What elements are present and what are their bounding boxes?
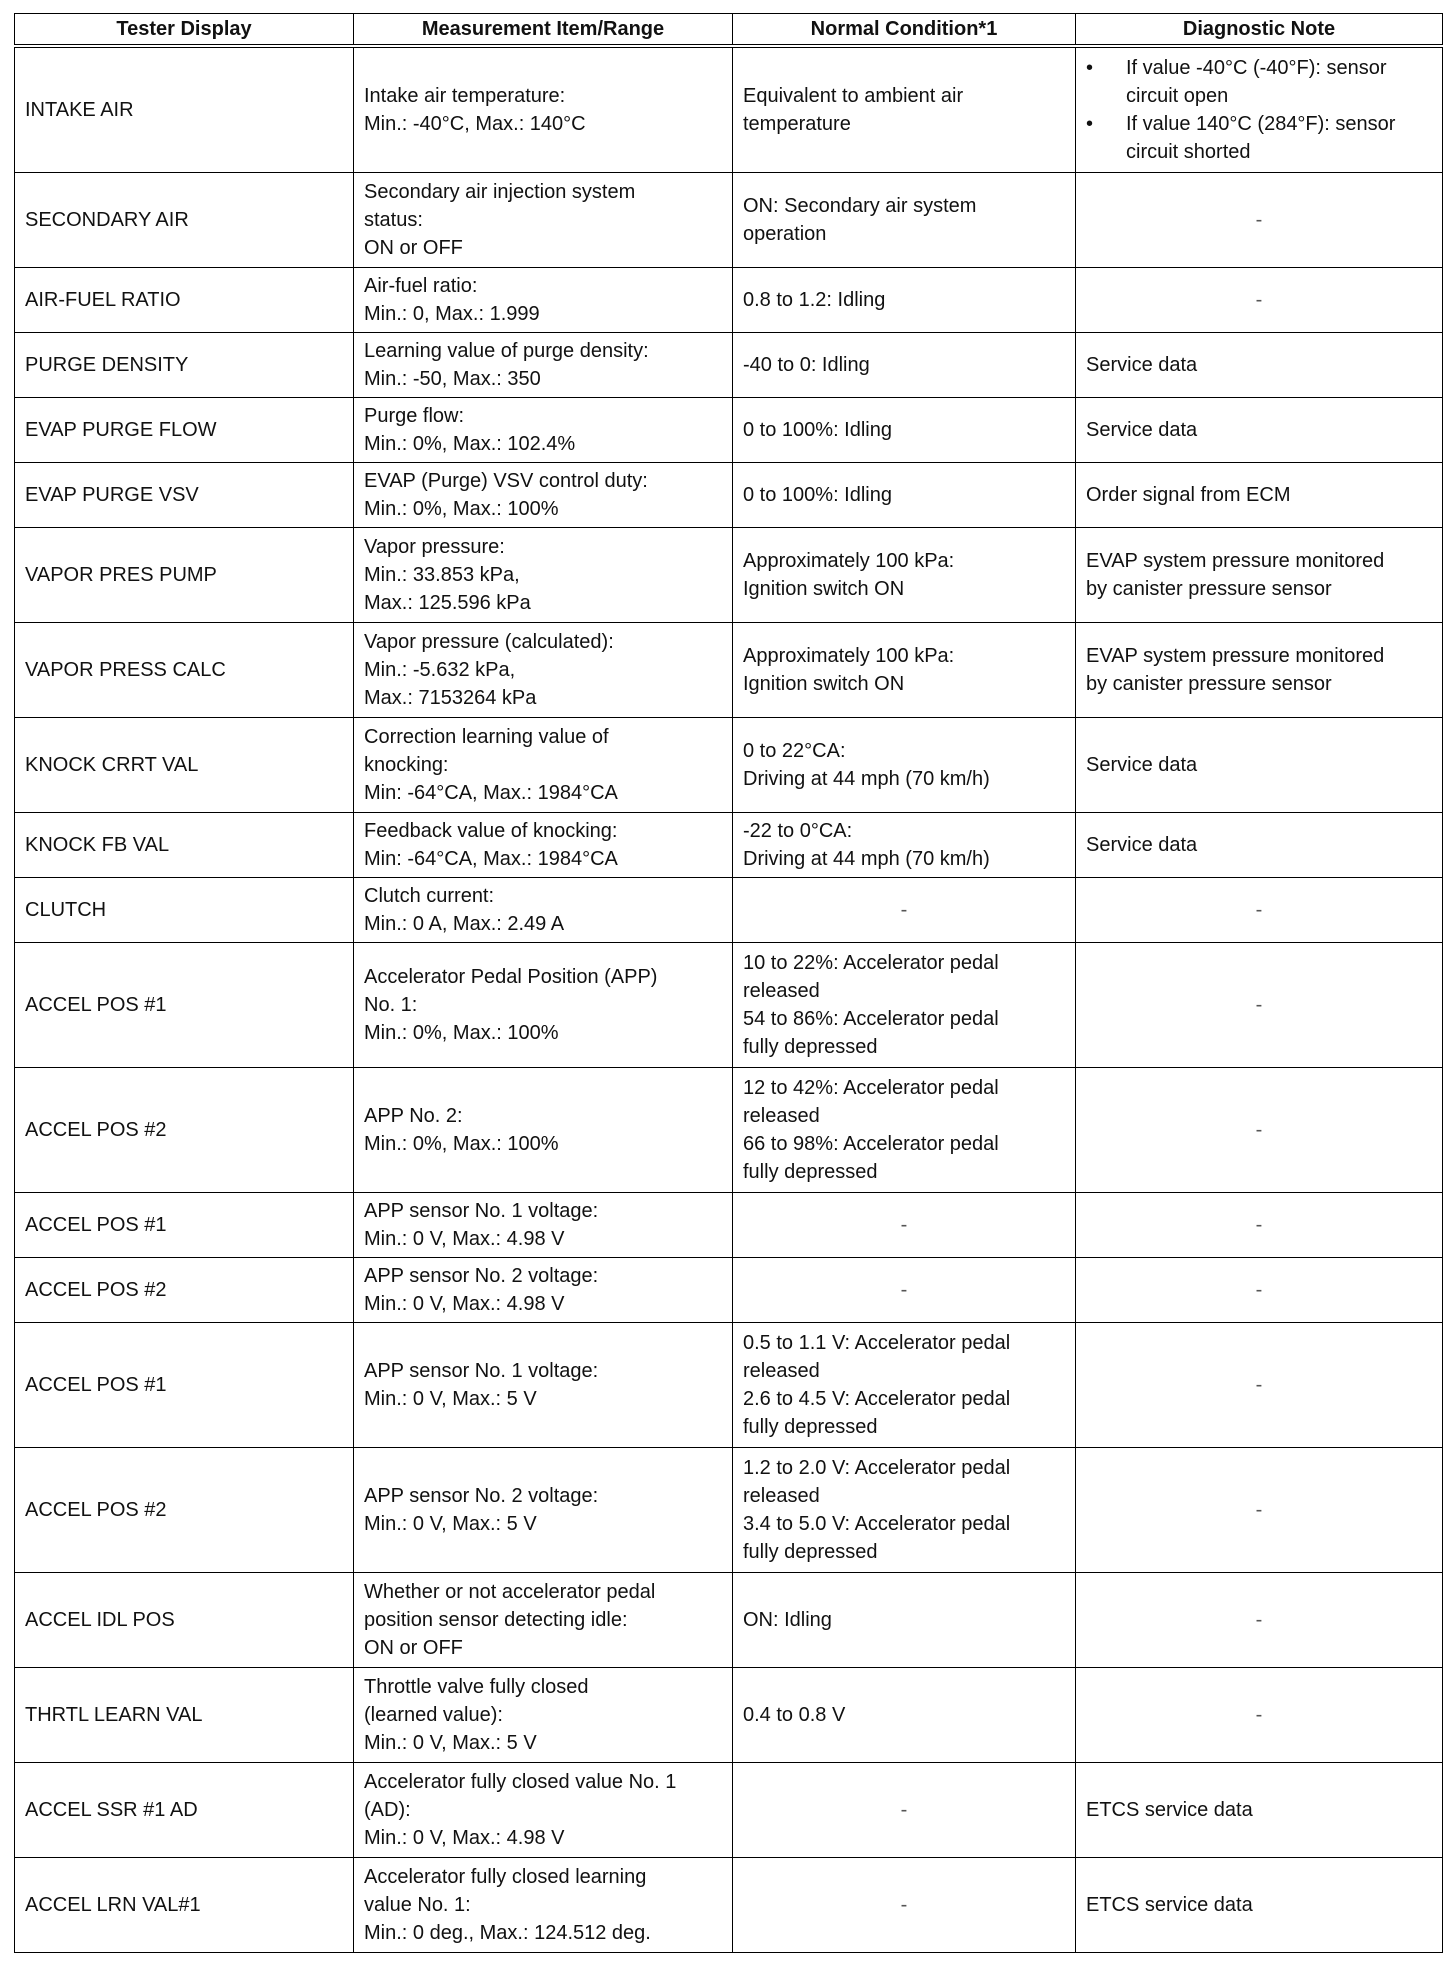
normal-condition-cell: - bbox=[733, 1193, 1076, 1258]
header-measurement-item-range: Measurement Item/Range bbox=[354, 14, 733, 47]
diagnostic-note-cell: - bbox=[1076, 1258, 1443, 1323]
measurement-cell: APP sensor No. 1 voltage: Min.: 0 V, Max.: 5 V bbox=[354, 1323, 733, 1448]
normal-condition-cell: Approximately 100 kPa: Ignition switch ON bbox=[733, 528, 1076, 623]
tester-display-cell: ACCEL POS #2 bbox=[15, 1448, 354, 1573]
normal-condition-cell: 12 to 42%: Accelerator pedal released 66 to 98%: Accelerator pedal fully depressed bbox=[733, 1068, 1076, 1193]
normal-condition-cell: 0.4 to 0.8 V bbox=[733, 1667, 1076, 1762]
diagnostic-note-cell: - bbox=[1076, 1448, 1443, 1573]
normal-condition-cell: Equivalent to ambient air temperature bbox=[733, 46, 1076, 172]
diagnostic-note-cell bbox=[1076, 46, 1443, 172]
diagnostic-note-cell: Order signal from ECM bbox=[1076, 463, 1443, 528]
header-normal-condition: Normal Condition*1 bbox=[733, 14, 1076, 47]
table-row bbox=[15, 528, 1443, 623]
diagnostic-note-item: • If value -40°C (-40°F): sensor circuit open bbox=[1086, 54, 1432, 110]
measurement-cell: Secondary air injection system status: ON or OFF bbox=[354, 172, 733, 267]
diagnostic-note-cell: EVAP system pressure monitored by canister pressure sensor bbox=[1076, 528, 1443, 623]
diagnostic-note-cell: - bbox=[1076, 1323, 1443, 1448]
measurement-cell: Purge flow: Min.: 0%, Max.: 102.4% bbox=[354, 398, 733, 463]
table-row bbox=[15, 333, 1443, 398]
normal-condition-cell: - bbox=[733, 878, 1076, 943]
measurement-cell: Whether or not accelerator pedal position sensor detecting idle: ON or OFF bbox=[354, 1572, 733, 1667]
measurement-cell: EVAP (Purge) VSV control duty: Min.: 0%, Max.: 100% bbox=[354, 463, 733, 528]
table-row bbox=[15, 1068, 1443, 1193]
table-row bbox=[15, 1857, 1443, 1952]
table-row bbox=[15, 398, 1443, 463]
header-diagnostic-note: Diagnostic Note bbox=[1076, 14, 1443, 47]
diagnostic-note-cell: Service data bbox=[1076, 718, 1443, 813]
measurement-cell: Accelerator fully closed learning value No. 1: Min.: 0 deg., Max.: 124.512 deg. bbox=[354, 1857, 733, 1952]
measurement-cell: Accelerator fully closed value No. 1 (AD): Min.: 0 V, Max.: 4.98 V bbox=[354, 1762, 733, 1857]
normal-condition-cell: -22 to 0°CA: Driving at 44 mph (70 km/h) bbox=[733, 813, 1076, 878]
diagnostic-note-cell: - bbox=[1076, 1572, 1443, 1667]
normal-condition-cell: 0.5 to 1.1 V: Accelerator pedal released 2.6 to 4.5 V: Accelerator pedal fully depressed bbox=[733, 1323, 1076, 1448]
table-row bbox=[15, 1258, 1443, 1323]
tester-display-cell: ACCEL POS #1 bbox=[15, 943, 354, 1068]
diagnostic-note-cell: - bbox=[1076, 943, 1443, 1068]
diagnostic-note-item: • If value 140°C (284°F): sensor circuit shorted bbox=[1086, 110, 1432, 166]
table-row bbox=[15, 1323, 1443, 1448]
tester-display-cell: PURGE DENSITY bbox=[15, 333, 354, 398]
measurement-cell: Accelerator Pedal Position (APP) No. 1: Min.: 0%, Max.: 100% bbox=[354, 943, 733, 1068]
table-row bbox=[15, 1448, 1443, 1573]
header-tester-display: Tester Display bbox=[15, 14, 354, 47]
diagnostic-note-cell: - bbox=[1076, 1193, 1443, 1258]
tester-display-cell: ACCEL POS #2 bbox=[15, 1068, 354, 1193]
tester-display-cell: ACCEL POS #2 bbox=[15, 1258, 354, 1323]
table-row bbox=[15, 172, 1443, 267]
tester-display-cell: VAPOR PRES PUMP bbox=[15, 528, 354, 623]
table-row bbox=[15, 267, 1443, 332]
normal-condition-cell: -40 to 0: Idling bbox=[733, 333, 1076, 398]
measurement-cell: Air-fuel ratio: Min.: 0, Max.: 1.999 bbox=[354, 267, 733, 332]
tester-display-cell: ACCEL POS #1 bbox=[15, 1193, 354, 1258]
normal-condition-cell: 0 to 100%: Idling bbox=[733, 398, 1076, 463]
normal-condition-cell: 10 to 22%: Accelerator pedal released 54 to 86%: Accelerator pedal fully depressed bbox=[733, 943, 1076, 1068]
tester-display-cell: EVAP PURGE FLOW bbox=[15, 398, 354, 463]
tester-display-cell: CLUTCH bbox=[15, 878, 354, 943]
table-row bbox=[15, 718, 1443, 813]
measurement-cell: Vapor pressure: Min.: 33.853 kPa, Max.: 125.596 kPa bbox=[354, 528, 733, 623]
measurement-cell: Feedback value of knocking: Min: -64°CA, Max.: 1984°CA bbox=[354, 813, 733, 878]
table-row bbox=[15, 623, 1443, 718]
diagnostic-note-cell: - bbox=[1076, 267, 1443, 332]
tester-display-cell: ACCEL IDL POS bbox=[15, 1572, 354, 1667]
tester-display-cell: EVAP PURGE VSV bbox=[15, 463, 354, 528]
normal-condition-cell: Approximately 100 kPa: Ignition switch ON bbox=[733, 623, 1076, 718]
diagnostic-note-cell: - bbox=[1076, 878, 1443, 943]
table-row bbox=[15, 878, 1443, 943]
normal-condition-cell: ON: Secondary air system operation bbox=[733, 172, 1076, 267]
normal-condition-cell: 0 to 22°CA: Driving at 44 mph (70 km/h) bbox=[733, 718, 1076, 813]
table-row bbox=[15, 943, 1443, 1068]
tester-display-cell: SECONDARY AIR bbox=[15, 172, 354, 267]
normal-condition-cell: 0.8 to 1.2: Idling bbox=[733, 267, 1076, 332]
tester-display-cell: VAPOR PRESS CALC bbox=[15, 623, 354, 718]
measurement-cell: Vapor pressure (calculated): Min.: -5.632 kPa, Max.: 7153264 kPa bbox=[354, 623, 733, 718]
table-row bbox=[15, 1572, 1443, 1667]
normal-condition-cell: 1.2 to 2.0 V: Accelerator pedal released 3.4 to 5.0 V: Accelerator pedal fully depressed bbox=[733, 1448, 1076, 1573]
normal-condition-cell: 0 to 100%: Idling bbox=[733, 463, 1076, 528]
normal-condition-cell: ON: Idling bbox=[733, 1572, 1076, 1667]
tester-display-cell: KNOCK FB VAL bbox=[15, 813, 354, 878]
measurement-cell: Learning value of purge density: Min.: -50, Max.: 350 bbox=[354, 333, 733, 398]
measurement-cell: Intake air temperature: Min.: -40°C, Max.: 140°C bbox=[354, 46, 733, 172]
diagnostic-note-list bbox=[1086, 54, 1432, 166]
table-row bbox=[15, 1193, 1443, 1258]
table-body bbox=[15, 46, 1443, 1953]
data-list-table bbox=[14, 13, 1443, 1953]
measurement-cell: APP sensor No. 2 voltage: Min.: 0 V, Max.: 4.98 V bbox=[354, 1258, 733, 1323]
measurement-cell: Throttle valve fully closed (learned value): Min.: 0 V, Max.: 5 V bbox=[354, 1667, 733, 1762]
tester-display-cell: ACCEL POS #1 bbox=[15, 1323, 354, 1448]
diagnostic-note-cell: - bbox=[1076, 1068, 1443, 1193]
diagnostic-note-cell: EVAP system pressure monitored by canister pressure sensor bbox=[1076, 623, 1443, 718]
table-row bbox=[15, 1667, 1443, 1762]
tester-display-cell: AIR-FUEL RATIO bbox=[15, 267, 354, 332]
diagnostic-note-cell: Service data bbox=[1076, 813, 1443, 878]
measurement-cell: APP sensor No. 1 voltage: Min.: 0 V, Max.: 4.98 V bbox=[354, 1193, 733, 1258]
tester-display-cell: INTAKE AIR bbox=[15, 46, 354, 172]
tester-display-cell: KNOCK CRRT VAL bbox=[15, 718, 354, 813]
diagnostic-note-cell: - bbox=[1076, 172, 1443, 267]
table-row bbox=[15, 46, 1443, 172]
tester-display-cell: THRTL LEARN VAL bbox=[15, 1667, 354, 1762]
diagnostic-note-cell: Service data bbox=[1076, 333, 1443, 398]
measurement-cell: Correction learning value of knocking: Min: -64°CA, Max.: 1984°CA bbox=[354, 718, 733, 813]
diagnostic-note-cell: ETCS service data bbox=[1076, 1762, 1443, 1857]
table-row bbox=[15, 463, 1443, 528]
diagnostic-note-cell: Service data bbox=[1076, 398, 1443, 463]
table-header-row bbox=[15, 14, 1443, 47]
measurement-cell: APP No. 2: Min.: 0%, Max.: 100% bbox=[354, 1068, 733, 1193]
diagnostic-note-cell: ETCS service data bbox=[1076, 1857, 1443, 1952]
measurement-cell: Clutch current: Min.: 0 A, Max.: 2.49 A bbox=[354, 878, 733, 943]
tester-display-cell: ACCEL SSR #1 AD bbox=[15, 1762, 354, 1857]
normal-condition-cell: - bbox=[733, 1857, 1076, 1952]
tester-display-cell: ACCEL LRN VAL#1 bbox=[15, 1857, 354, 1952]
table-row bbox=[15, 1762, 1443, 1857]
diagnostic-note-cell: - bbox=[1076, 1667, 1443, 1762]
measurement-cell: APP sensor No. 2 voltage: Min.: 0 V, Max.: 5 V bbox=[354, 1448, 733, 1573]
normal-condition-cell: - bbox=[733, 1258, 1076, 1323]
normal-condition-cell: - bbox=[733, 1762, 1076, 1857]
table-row bbox=[15, 813, 1443, 878]
